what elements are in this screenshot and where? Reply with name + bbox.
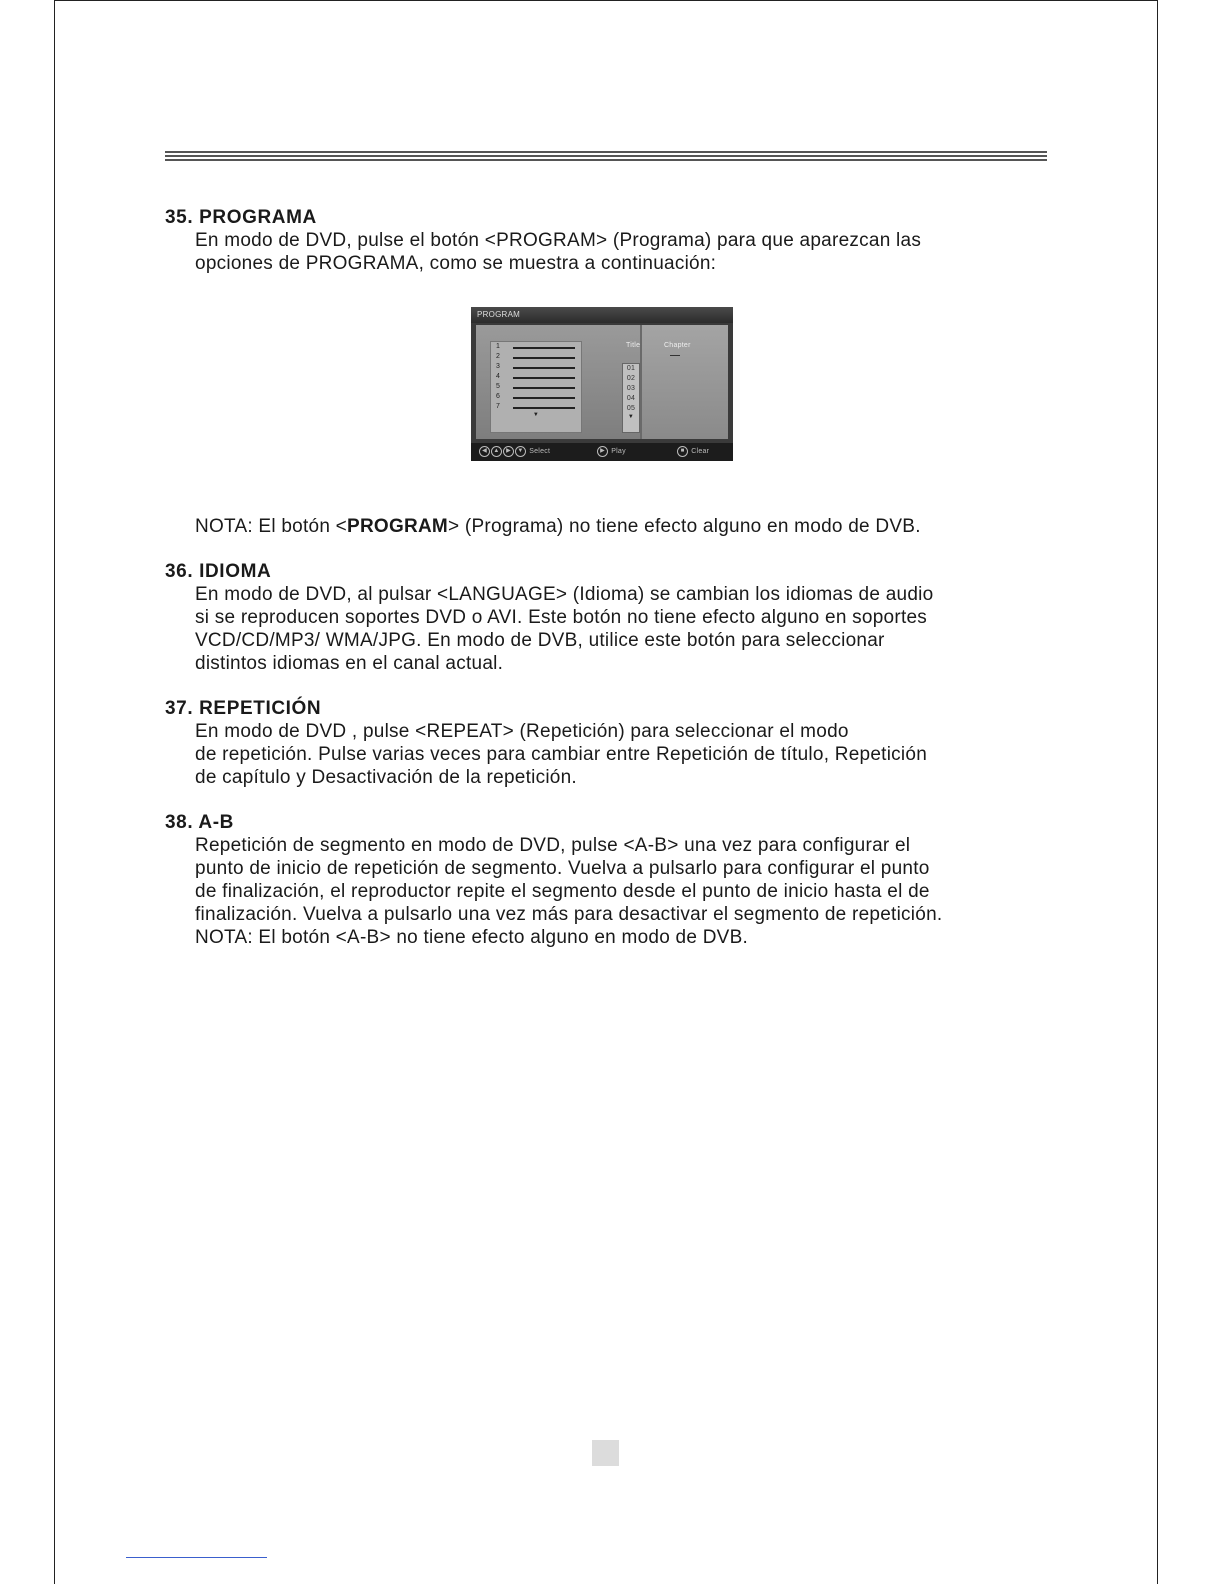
body-line: de capítulo y Desactivación de la repetición. (195, 767, 577, 788)
section-body (165, 720, 1055, 789)
list-item[interactable]: 4 (491, 372, 581, 382)
title-item[interactable]: 01 (626, 365, 636, 372)
list-item[interactable]: 1 (491, 342, 581, 352)
hint-play (597, 443, 626, 461)
arrow-up-icon: ▲ (491, 446, 502, 457)
section-idioma (165, 560, 1055, 675)
arrow-left-icon: ◀ (479, 446, 490, 457)
body-line: si se reproducen soportes DVD o AVI. Este botón no tiene efecto alguno en soportes (195, 607, 928, 628)
section-title (165, 811, 1055, 834)
section-body (165, 834, 1055, 949)
section-body (165, 229, 1055, 275)
section-repeticion (165, 697, 1055, 789)
body-line: opciones de PROGRAMA, como se muestra a continuación: (195, 253, 717, 274)
osd-panel (476, 325, 728, 439)
body-line: NOTA: El botón <A-B> no tiene efecto alguno en modo de DVB. (195, 927, 749, 948)
hint-clear (677, 443, 709, 461)
osd-title-column-header: Title (626, 342, 641, 349)
body-line: de finalización, el reproductor repite el segmento desde el punto de inicio hasta el de (195, 881, 930, 902)
hint-select (479, 443, 550, 461)
list-item[interactable]: 3 (491, 362, 581, 372)
arrow-down-icon: ▼ (515, 446, 526, 457)
program-note: NOTA: El botón <PROGRAM> (Programa) no tiene efecto alguno en modo de DVB. (195, 516, 921, 537)
section-number: 38. (165, 812, 194, 833)
osd-program-list[interactable] (490, 341, 582, 433)
section-a-b (165, 811, 1055, 949)
body-line: Repetición de segmento en modo de DVD, pulse <A-B> una vez para configurar el (195, 835, 911, 856)
body-line: En modo de DVD , pulse <REPEAT> (Repetición) para seleccionar el modo (195, 721, 849, 742)
footer-link-line (126, 1557, 267, 1558)
title-item[interactable]: 03 (626, 385, 636, 392)
list-item[interactable]: 6 (491, 392, 581, 402)
body-line: de repetición. Pulse varias veces para cambiar entre Repetición de título, Repetición (195, 744, 928, 765)
osd-title-list[interactable] (622, 363, 640, 433)
arrow-right-icon: ▶ (503, 446, 514, 457)
page-number-box (592, 1440, 619, 1466)
section-number: 36. (165, 561, 194, 582)
section-number: 37. (165, 698, 194, 719)
list-item[interactable]: 5 (491, 382, 581, 392)
body-line: distintos idiomas en el canal actual. (195, 653, 504, 674)
osd-hint-bar (471, 443, 733, 461)
section-title (165, 697, 1055, 720)
hint-select-label: Select (529, 448, 551, 455)
program-note-bold: PROGRAM (347, 516, 449, 537)
play-icon: ▶ (597, 446, 608, 457)
body-line: En modo de DVD, pulse el botón <PROGRAM> (Programa) para que aparezcan las (195, 230, 922, 251)
title-item[interactable]: 05 (626, 405, 636, 412)
body-line: punto de inicio de repetición de segmento. Vuelva a pulsarlo para configurar el punto (195, 858, 930, 879)
section-heading: A-B (198, 812, 234, 833)
scroll-down-icon[interactable]: ▼ (532, 412, 540, 418)
program-screenshot (471, 307, 733, 461)
osd-chapter-column-header: Chapter (664, 342, 691, 349)
osd-title-bar: PROGRAM (471, 307, 733, 323)
section-programa (165, 206, 1055, 275)
hint-clear-label: Clear (691, 448, 710, 455)
body-line: En modo de DVD, al pulsar <LANGUAGE> (Idioma) se cambian los idiomas de audio (195, 584, 934, 605)
body-line: finalización. Vuelva a pulsarlo una vez más para desactivar el segmento de repetición. (195, 904, 943, 925)
title-item[interactable]: 04 (626, 395, 636, 402)
scroll-down-icon[interactable]: ▼ (627, 414, 635, 420)
osd-chapter-value (670, 355, 680, 356)
program-screenshot-wrap (165, 275, 1055, 515)
section-heading: PROGRAMA (199, 207, 317, 228)
title-item[interactable]: 02 (626, 375, 636, 382)
hint-play-label: Play (611, 448, 626, 455)
section-heading: IDIOMA (199, 561, 272, 582)
section-title (165, 206, 1055, 229)
document-content (165, 206, 1055, 971)
header-rule (165, 151, 1047, 161)
body-line: VCD/CD/MP3/ WMA/JPG. En modo de DVB, utilice este botón para seleccionar (195, 630, 885, 651)
section-number: 35. (165, 207, 194, 228)
list-item[interactable]: 2 (491, 352, 581, 362)
section-heading: REPETICIÓN (199, 698, 322, 719)
section-title (165, 560, 1055, 583)
stop-icon: ■ (677, 446, 688, 457)
list-item[interactable]: 7 (491, 402, 581, 412)
section-body (165, 583, 1055, 675)
